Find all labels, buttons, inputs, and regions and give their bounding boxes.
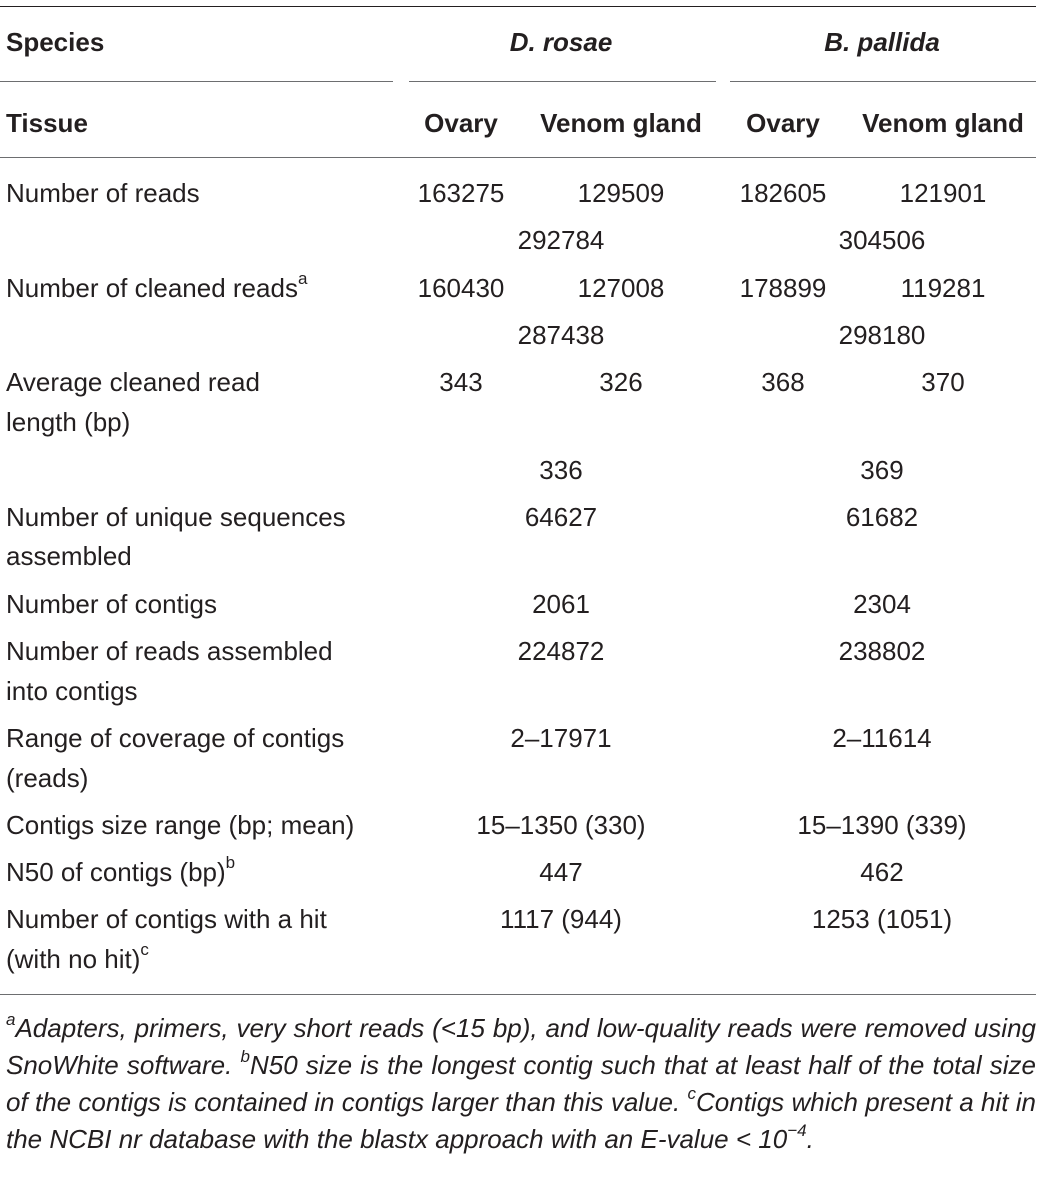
row-label-text: Number of cleaned reads: [6, 273, 298, 303]
table-cell: 2304: [853, 589, 911, 619]
row-label: Number of reads: [6, 178, 200, 208]
table-cell: 326: [599, 367, 643, 397]
table-cell: 15–1390 (339): [797, 810, 967, 840]
table-footnotes: [6, 1010, 1036, 1158]
table-cell-total: 298180: [838, 320, 926, 350]
footnote-c-text: Contigs which present a hit in the NCBI nr database with the blastx approach with an E-value < 10: [6, 1087, 1036, 1154]
table-cell: 368: [761, 367, 805, 397]
row-label: Number of reads assembled: [6, 636, 333, 666]
row-label: Average cleaned read: [6, 367, 260, 397]
header-bottom-rule: [0, 157, 1036, 158]
footnote-marker-b: b: [240, 1047, 250, 1067]
row-label: Range of coverage of contigs: [6, 723, 345, 753]
row-label-line2: (reads): [6, 763, 89, 793]
header-rule-b-pallida: [730, 81, 1036, 82]
header-rule-d-rosae: [409, 81, 716, 82]
table-bottom-rule: [0, 994, 1036, 995]
b-pallida-ovary-header: Ovary: [746, 108, 820, 138]
d-rosae-ovary-header: Ovary: [424, 108, 498, 138]
row-label-line2: [6, 940, 149, 974]
row-label: [6, 269, 308, 303]
footnote-marker: a: [297, 269, 308, 289]
footnote-c-end: .: [806, 1124, 814, 1154]
row-label-line2: into contigs: [6, 676, 138, 706]
table-cell: 238802: [838, 636, 926, 666]
row-label: Contigs size range (bp; mean): [6, 810, 355, 840]
table-cell: 64627: [524, 502, 598, 532]
footnote-c-exponent: −4: [787, 1121, 807, 1141]
table-cell: 2–17971: [510, 723, 612, 753]
species-b-pallida-header: B. pallida: [824, 27, 940, 57]
species-d-rosae-header: D. rosae: [509, 27, 613, 57]
tissue-header: Tissue: [6, 108, 88, 138]
table-cell: 61682: [845, 502, 919, 532]
table-cell: 224872: [517, 636, 605, 666]
footnote-a-text: Adapters, primers, very short reads (<15 bp), and low-quality reads were removed using SnoWhite software.: [6, 1013, 1036, 1080]
footnote-marker-a: a: [6, 1010, 16, 1030]
footnote-marker: b: [225, 853, 236, 873]
b-pallida-venom-header: Venom gland: [862, 108, 1024, 138]
row-label-text: (with no hit): [6, 944, 141, 974]
table-cell-total: 304506: [838, 225, 926, 255]
table-cell: 163275: [417, 178, 505, 208]
d-rosae-venom-header: Venom gland: [540, 108, 702, 138]
table-cell-total: 292784: [517, 225, 605, 255]
table-cell: 370: [921, 367, 965, 397]
row-label: Number of contigs: [6, 589, 217, 619]
table-cell: 160430: [417, 273, 505, 303]
table-cell: 462: [860, 857, 904, 887]
footnote-b-text: N50 size is the longest contig such that at least half of the total size of the contigs is contained in contigs larger than this value.: [6, 1050, 1036, 1117]
row-label: Number of unique sequences: [6, 502, 346, 532]
table-cell-total: 336: [539, 455, 583, 485]
table-cell: 182605: [739, 178, 827, 208]
table-cell: 1117 (944): [500, 904, 622, 934]
table-cell: 2061: [532, 589, 590, 619]
table-cell: 1253 (1051): [811, 904, 953, 934]
table-cell: 447: [539, 857, 583, 887]
table-cell: 129509: [577, 178, 665, 208]
row-label-line2: assembled: [6, 541, 132, 571]
row-label-text: N50 of contigs (bp): [6, 857, 226, 887]
table-cell-total: 369: [860, 455, 904, 485]
table-cell: 178899: [739, 273, 827, 303]
footnote-marker: c: [140, 940, 149, 960]
table-cell: 15–1350 (330): [476, 810, 646, 840]
header-rule-species: [0, 81, 393, 82]
table-top-rule: [0, 6, 1036, 7]
footnote-marker-c: c: [687, 1084, 697, 1104]
table-cell: 121901: [899, 178, 987, 208]
species-header: Species: [6, 27, 105, 57]
table-cell-total: 287438: [517, 320, 605, 350]
table-cell: 2–11614: [832, 723, 932, 753]
table-cell: 343: [439, 367, 483, 397]
table-cell: 119281: [900, 273, 986, 303]
row-label-line2: length (bp): [6, 407, 131, 437]
table-cell: 127008: [577, 273, 665, 303]
row-label: Number of contigs with a hit: [6, 904, 327, 934]
row-label: [6, 853, 236, 887]
